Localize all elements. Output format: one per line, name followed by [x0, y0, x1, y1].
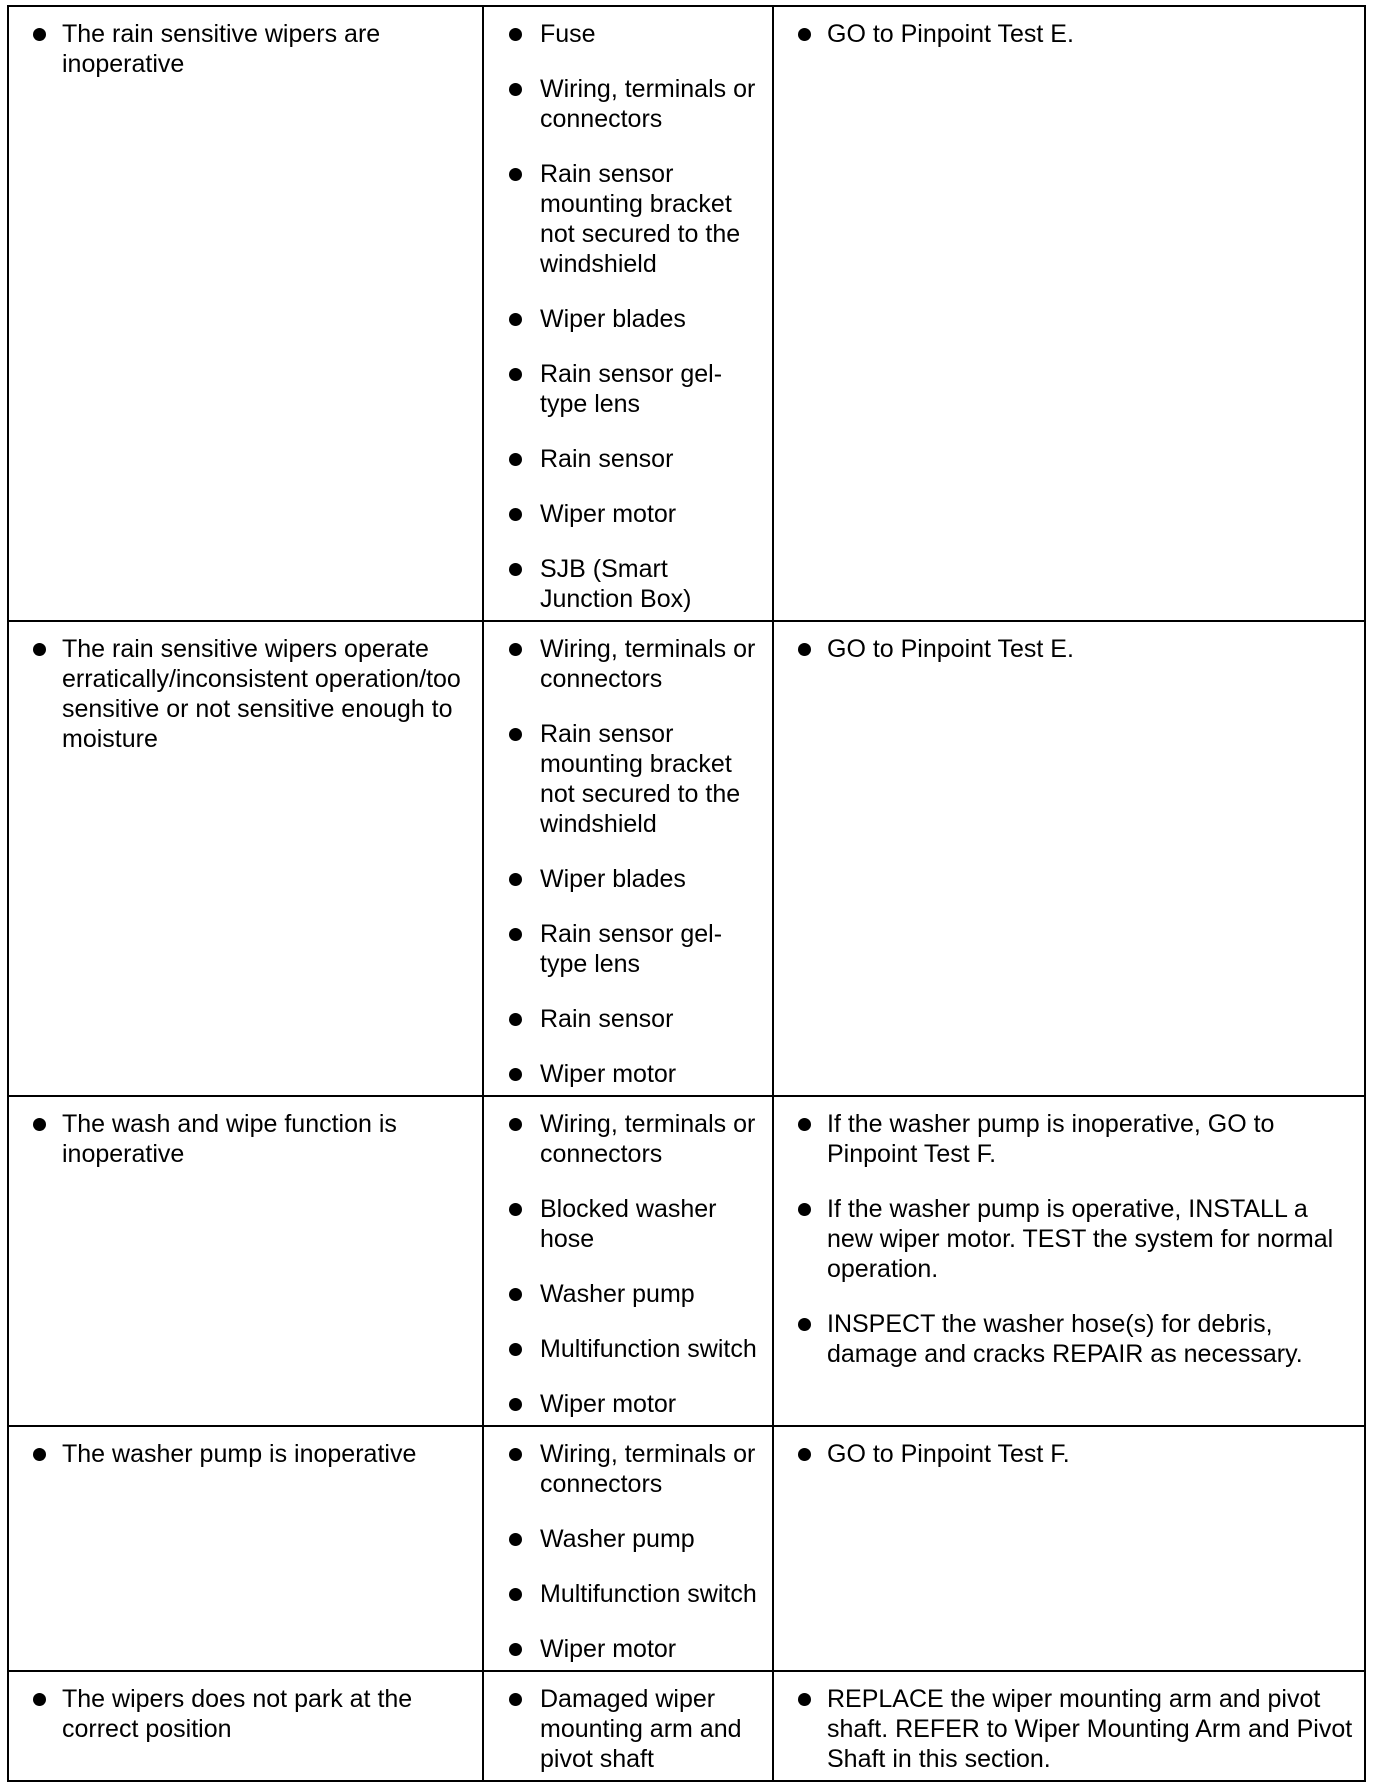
list-item — [784, 1109, 1354, 1169]
bullet-icon — [509, 368, 522, 381]
list-item — [494, 634, 762, 694]
bullet-icon — [509, 1643, 522, 1656]
list-item — [494, 919, 762, 979]
list-item-text: REPLACE the wiper mounting arm and pivot shaft. REFER to Wiper Mounting Arm and Pivot Shaft in this section. — [827, 1685, 1353, 1773]
list-item-text: Blocked washer hose — [540, 1195, 717, 1253]
list-item — [494, 1059, 762, 1089]
bullet-icon — [509, 728, 522, 741]
table-row — [8, 1426, 1365, 1671]
bullet-icon — [798, 28, 811, 41]
possible-source-cell — [483, 621, 773, 1096]
condition-cell — [8, 1671, 483, 1781]
list-item-text: Wiper motor — [540, 1060, 677, 1088]
bullet-icon — [798, 1318, 811, 1331]
bullet-icon — [798, 1118, 811, 1131]
possible-source-cell — [483, 6, 773, 621]
list-item — [494, 1109, 762, 1169]
list-item-text: Washer pump — [540, 1280, 695, 1308]
bullet-list — [784, 19, 1354, 49]
list-item — [494, 719, 762, 839]
list-item — [494, 1524, 762, 1554]
bullet-icon — [509, 1118, 522, 1131]
list-item-text: Wiper motor — [540, 500, 677, 528]
list-item — [784, 1194, 1354, 1284]
list-item — [494, 1634, 762, 1664]
bullet-icon — [798, 1448, 811, 1461]
possible-source-cell — [483, 1096, 773, 1426]
bullet-icon — [509, 168, 522, 181]
bullet-icon — [33, 1118, 46, 1131]
action-cell — [773, 621, 1365, 1096]
action-cell — [773, 6, 1365, 621]
bullet-icon — [509, 873, 522, 886]
bullet-list — [494, 634, 762, 1089]
action-cell — [773, 1426, 1365, 1671]
bullet-icon — [509, 1013, 522, 1026]
condition-cell — [8, 6, 483, 621]
list-item — [494, 1004, 762, 1034]
list-item-text: The rain sensitive wipers operate erratically/inconsistent operation/too sensitive or not sensitive enough to moisture — [62, 635, 461, 753]
symptom-chart-body — [8, 6, 1365, 1781]
bullet-list — [19, 1439, 472, 1469]
list-item-text: GO to Pinpoint Test E. — [827, 20, 1074, 48]
bullet-list — [19, 1109, 472, 1169]
bullet-icon — [509, 1693, 522, 1706]
list-item — [494, 864, 762, 894]
list-item-text: Washer pump — [540, 1525, 695, 1553]
list-item — [494, 499, 762, 529]
list-item — [494, 159, 762, 279]
bullet-icon — [33, 1448, 46, 1461]
list-item-text: The rain sensitive wipers are inoperative — [62, 20, 381, 78]
bullet-icon — [509, 83, 522, 96]
bullet-icon — [509, 1288, 522, 1301]
bullet-icon — [798, 1693, 811, 1706]
table-row — [8, 621, 1365, 1096]
list-item-text: Wiring, terminals or connectors — [540, 1110, 756, 1168]
list-item — [494, 304, 762, 334]
list-item-text: Fuse — [540, 20, 596, 48]
list-item-text: Rain sensor mounting bracket not secured to the windshield — [540, 160, 741, 278]
list-item-text: Rain sensor gel-type lens — [540, 920, 723, 978]
list-item — [494, 444, 762, 474]
table-row — [8, 6, 1365, 621]
bullet-list — [494, 1439, 762, 1664]
action-cell — [773, 1096, 1365, 1426]
bullet-icon — [509, 1398, 522, 1411]
list-item — [19, 19, 472, 79]
possible-source-cell — [483, 1426, 773, 1671]
bullet-list — [494, 1684, 762, 1774]
bullet-icon — [33, 643, 46, 656]
bullet-icon — [509, 1448, 522, 1461]
list-item-text: Wiper motor — [540, 1390, 677, 1418]
list-item-text: Rain sensor — [540, 445, 674, 473]
bullet-list — [494, 19, 762, 614]
list-item-text: Rain sensor mounting bracket not secured to the windshield — [540, 720, 741, 838]
list-item-text: Wiper motor — [540, 1635, 677, 1663]
possible-source-cell — [483, 1671, 773, 1781]
list-item-text: The wash and wipe function is inoperative — [62, 1110, 397, 1168]
list-item — [494, 359, 762, 419]
list-item — [19, 1439, 472, 1469]
list-item — [784, 1309, 1354, 1369]
list-item-text: Wiring, terminals or connectors — [540, 1440, 756, 1498]
bullet-icon — [509, 1588, 522, 1601]
list-item-text: The wipers does not park at the correct position — [62, 1685, 413, 1743]
list-item — [494, 1579, 762, 1609]
list-item-text: Wiper blades — [540, 865, 686, 893]
list-item — [19, 1109, 472, 1169]
list-item-text: Rain sensor gel-type lens — [540, 360, 723, 418]
bullet-icon — [509, 508, 522, 521]
bullet-icon — [509, 563, 522, 576]
list-item — [19, 1684, 472, 1744]
list-item — [494, 74, 762, 134]
list-item — [494, 1389, 762, 1419]
bullet-icon — [509, 1343, 522, 1356]
symptom-chart-table — [7, 5, 1366, 1782]
bullet-icon — [509, 453, 522, 466]
bullet-icon — [509, 1533, 522, 1546]
condition-cell — [8, 1426, 483, 1671]
list-item — [494, 1439, 762, 1499]
bullet-icon — [33, 28, 46, 41]
table-row — [8, 1671, 1365, 1781]
table-row — [8, 1096, 1365, 1426]
list-item-text: The washer pump is inoperative — [62, 1440, 417, 1468]
bullet-list — [784, 1109, 1354, 1369]
list-item-text: Multifunction switch — [540, 1335, 757, 1363]
bullet-icon — [509, 643, 522, 656]
list-item-text: Rain sensor — [540, 1005, 674, 1033]
list-item — [784, 634, 1354, 664]
condition-cell — [8, 1096, 483, 1426]
list-item — [494, 1279, 762, 1309]
bullet-icon — [798, 1203, 811, 1216]
bullet-list — [19, 634, 472, 754]
bullet-icon — [509, 1068, 522, 1081]
list-item — [19, 634, 472, 754]
bullet-list — [784, 634, 1354, 664]
bullet-list — [19, 19, 472, 79]
action-cell — [773, 1671, 1365, 1781]
bullet-icon — [509, 28, 522, 41]
list-item-text: Multifunction switch — [540, 1580, 757, 1608]
bullet-icon — [509, 1203, 522, 1216]
list-item-text: Wiring, terminals or connectors — [540, 635, 756, 693]
list-item-text: If the washer pump is operative, INSTALL a new wiper motor. TEST the system for normal operation. — [827, 1195, 1334, 1283]
list-item-text: Wiper blades — [540, 305, 686, 333]
list-item — [494, 1684, 762, 1774]
bullet-list — [494, 1109, 762, 1419]
bullet-icon — [509, 928, 522, 941]
list-item — [494, 1194, 762, 1254]
bullet-icon — [509, 313, 522, 326]
list-item — [784, 1684, 1354, 1774]
bullet-list — [784, 1439, 1354, 1469]
list-item — [494, 1334, 762, 1364]
bullet-list — [784, 1684, 1354, 1774]
list-item-text: SJB (Smart Junction Box) — [540, 555, 692, 613]
list-item-text: GO to Pinpoint Test F. — [827, 1440, 1070, 1468]
list-item — [494, 554, 762, 614]
list-item — [494, 19, 762, 49]
bullet-icon — [33, 1693, 46, 1706]
list-item-text: If the washer pump is inoperative, GO to Pinpoint Test F. — [827, 1110, 1275, 1168]
list-item — [784, 1439, 1354, 1469]
condition-cell — [8, 621, 483, 1096]
list-item-text: GO to Pinpoint Test E. — [827, 635, 1074, 663]
bullet-list — [19, 1684, 472, 1744]
list-item-text: Damaged wiper mounting arm and pivot shaft — [540, 1685, 742, 1773]
list-item-text: Wiring, terminals or connectors — [540, 75, 756, 133]
list-item — [784, 19, 1354, 49]
bullet-icon — [798, 643, 811, 656]
list-item-text: INSPECT the washer hose(s) for debris, damage and cracks REPAIR as necessary. — [827, 1310, 1303, 1368]
